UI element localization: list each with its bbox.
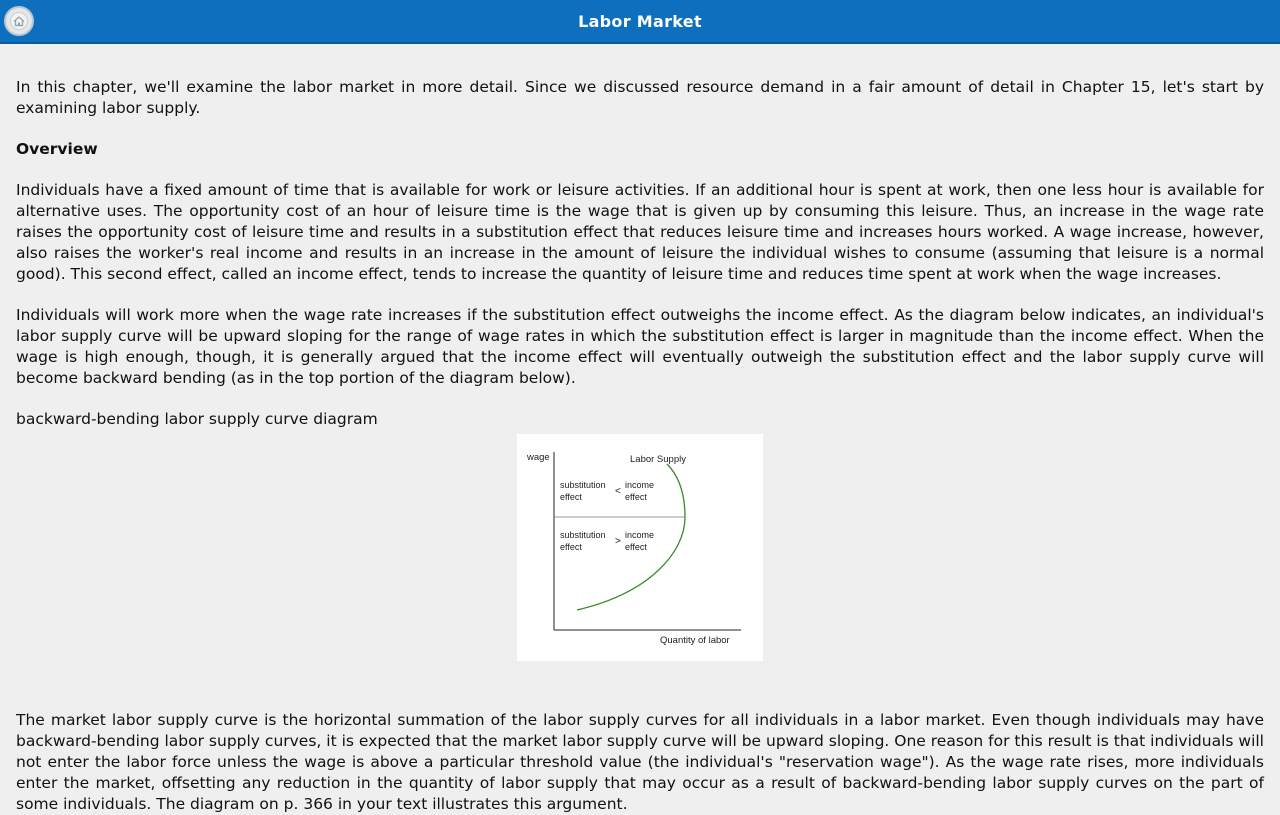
paragraph-market-supply: The market labor supply curve is the horizontal summation of the labor supply curves for all individuals in a labor market. Even though individuals may have backward-bending labor supply curves, it is expected that the market labor supply curve will be upward sloping. One reason for this result is that individuals will not enter the labor force unless the wage is above a particular threshold value (the individual's "reservation wage"). As the wage rate rises, more individuals enter the market, offsetting any reduction in the quantity of labor supply that may occur as a result of backward-bending labor supply curves on the part of some individuals. The diagram on p. 366 in your text illustrates this argument. <box>16 711 1264 813</box>
intro-paragraph: In this chapter, we'll examine the labor market in more detail. Since we discussed resource demand in a fair amount of detail in Chapter 15, let's start by examining labor supply. <box>16 78 1264 117</box>
lower-substitution-label: substitution effect <box>560 530 606 552</box>
lower-comparison-sign: > <box>615 536 621 547</box>
app-header <box>0 0 1280 44</box>
labor-supply-diagram <box>517 434 763 661</box>
figure-caption: backward-bending labor supply curve diagram <box>16 410 378 428</box>
lower-income-label: income effect <box>625 530 655 552</box>
overview-heading: Overview <box>16 140 98 158</box>
x-axis-label: Quantity of labor <box>660 635 730 646</box>
paragraph-leisure-tradeoff: Individuals have a fixed amount of time that is available for work or leisure activities. If an additional hour is spent at work, then one less hour is available for alternative uses. The opportunity cost of an hour of leisure time is the wage that is given up by consuming this leisure. Thus, an increase in the wage rate raises the opportunity cost of leisure time and results in a substitution effect that reduces leisure time and increases hours worked. A wage increase, however, also raises the worker's real income and results in an increase in the amount of leisure the individual wishes to consume (assuming that leisure is a normal good). This second effect, called an income effect, tends to increase the quantity of leisure time and reduces time spent at work when the wage increases. <box>16 181 1264 283</box>
y-axis-label: wage <box>527 452 550 463</box>
page-title: Labor Market <box>578 12 702 31</box>
upper-income-label: income effect <box>625 480 655 502</box>
upper-substitution-label: substitution effect <box>560 480 606 502</box>
upper-comparison-sign: < <box>615 486 621 497</box>
paragraph-labor-supply-curve: Individuals will work more when the wage rate increases if the substitution effect outweighs the income effect. As the diagram below indicates, an individual's labor supply curve will be upward sloping for the range of wage rates in which the substitution effect is larger in magnitude than the income effect. When the wage is high enough, though, it is generally argued that the income effect will eventually outweigh the substitution effect and the labor supply curve will become backward bending (as in the top portion of the diagram below). <box>16 306 1264 387</box>
article-content <box>16 77 1264 815</box>
curve-label: Labor Supply <box>630 454 686 465</box>
